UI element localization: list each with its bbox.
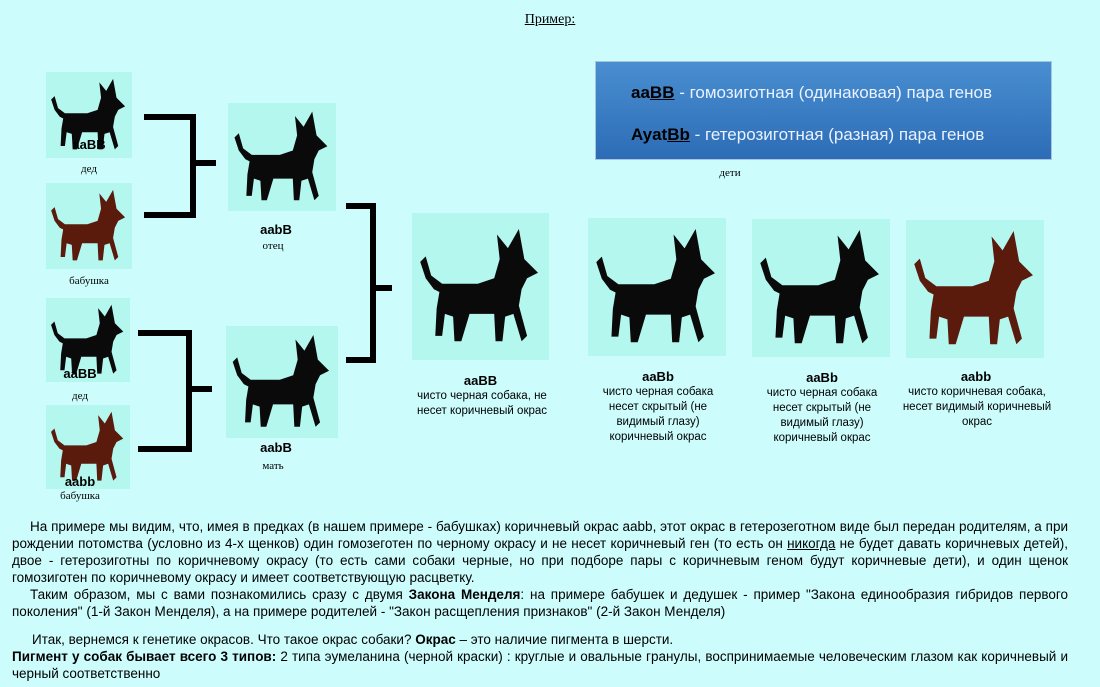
dog-tile-grandmother1 xyxy=(46,183,132,269)
label-father: отец xyxy=(262,240,284,252)
label-grandmother2: бабушка xyxy=(60,490,100,502)
paragraph-explanation: На примере мы видим, что, имея в предках (в нашем примере - бабушках) коричневый окрас aabb, этот окрас в гетерозеготном виде был передан родителям, а при рождении потомства (условно из 4-х щенков) один гомозеготен по черному окрасу и не несет коричневый ген (то есть он никогда не будет давать коричневых детей), двое - гетерозиготны по коричневому окрасу (то есть сами собаки черные, но при подборе пары с коричневым геном будут коричневые дети), и один щенок гомозиготен по коричневому окрасу и имеет соответствующую расцветку. xyxy=(12,519,1068,585)
emphasis-never: никогда xyxy=(787,536,836,551)
bracket-paternal xyxy=(144,114,196,218)
dog-silhouette-icon xyxy=(588,218,726,356)
legend-genotype-homo: aaBB xyxy=(631,83,675,102)
bracket-parents-stub xyxy=(376,285,392,291)
description-child-3: чисто черная собака несет скрытый (не видимый глазу) коричневый окрас xyxy=(766,387,878,444)
genotype-legend xyxy=(595,61,1052,160)
genotype-grandmother2: aabb xyxy=(64,474,96,489)
dog-tile-child-3 xyxy=(752,219,890,357)
dog-tile-father xyxy=(228,103,336,211)
paragraph-mendel: Таким образом, мы с вами познакомились сразу с двумя Закона Менделя: на примере бабушек и дедушек - пример "Закона единообразия гибридов первого поколения" (1-й Закон Менделя), а на примере родителей - "Закон расщепления признаков" (2-й Закон Менделя) xyxy=(12,587,1068,619)
description-child-1: чисто черная собака, не несет коричневый окрас xyxy=(416,390,548,417)
genotype-child-2: aaBb xyxy=(642,369,674,384)
dog-silhouette-icon xyxy=(226,326,338,438)
dog-tile-mother xyxy=(226,326,338,438)
legend-row-heterozygous: AyatBb - гетерозиготная (разная) пара генов xyxy=(631,125,985,144)
bracket-maternal-stub xyxy=(192,386,212,392)
genotype-grandfather1: aaBB xyxy=(72,137,106,152)
dog-tile-child-2 xyxy=(588,218,726,356)
dog-tile-child-1 xyxy=(412,213,549,360)
pigment-bold: Пигмент у собак бывает всего 3 типов: xyxy=(12,649,277,664)
genotype-father: aabB xyxy=(260,222,292,237)
label-grandfather2: дед xyxy=(72,390,88,402)
dog-silhouette-icon xyxy=(46,183,132,269)
genotype-mother: aabB xyxy=(260,440,292,455)
dog-silhouette-icon xyxy=(412,213,549,360)
genotype-child-3: aaBb xyxy=(806,370,838,385)
legend-genotype-hetero: AyatBb xyxy=(631,125,690,144)
label-mother: мать xyxy=(262,460,284,472)
label-grandmother1: бабушка xyxy=(69,275,109,287)
dog-tile-child-4 xyxy=(906,220,1044,358)
children-label: дети xyxy=(719,167,741,179)
page-title: Пример: xyxy=(524,12,576,27)
paragraph-coat-color: Итак, вернемся к генетике окрасов. Что такое окрас собаки? Окрас – это наличие пигмента в шерсти. xyxy=(32,632,674,647)
legend-row-homozygous: aaBB - гомозиготная (одинаковая) пара генов xyxy=(631,83,992,102)
dog-silhouette-icon xyxy=(752,219,890,357)
genotype-child-4: aabb xyxy=(960,369,992,384)
mendel-law-bold: Закона Менделя xyxy=(408,587,521,602)
coat-color-bold: Окрас xyxy=(415,632,456,647)
dog-silhouette-icon xyxy=(228,103,336,211)
bracket-maternal xyxy=(138,330,192,452)
bracket-parents xyxy=(346,203,376,363)
genotype-child-1: aaBB xyxy=(463,373,498,388)
bracket-paternal-stub xyxy=(196,160,216,166)
paragraph-pigment: Пигмент у собак бывает всего 3 типов: 2 типа эумеланина (черной краски) : круглые и овальные гранулы, воспринимаемые человеческим глазом как коричневый и черный соответственно xyxy=(12,649,1068,681)
description-child-2: чисто черная собака несет скрытый (не видимый глазу) коричневый окрас xyxy=(602,386,714,443)
label-grandfather1: дед xyxy=(81,163,97,175)
description-child-4: чисто коричневая собака, несет видимый коричневый окрас xyxy=(902,386,1052,428)
dog-silhouette-icon xyxy=(906,220,1044,358)
genotype-grandfather2: aaBB xyxy=(63,366,97,381)
